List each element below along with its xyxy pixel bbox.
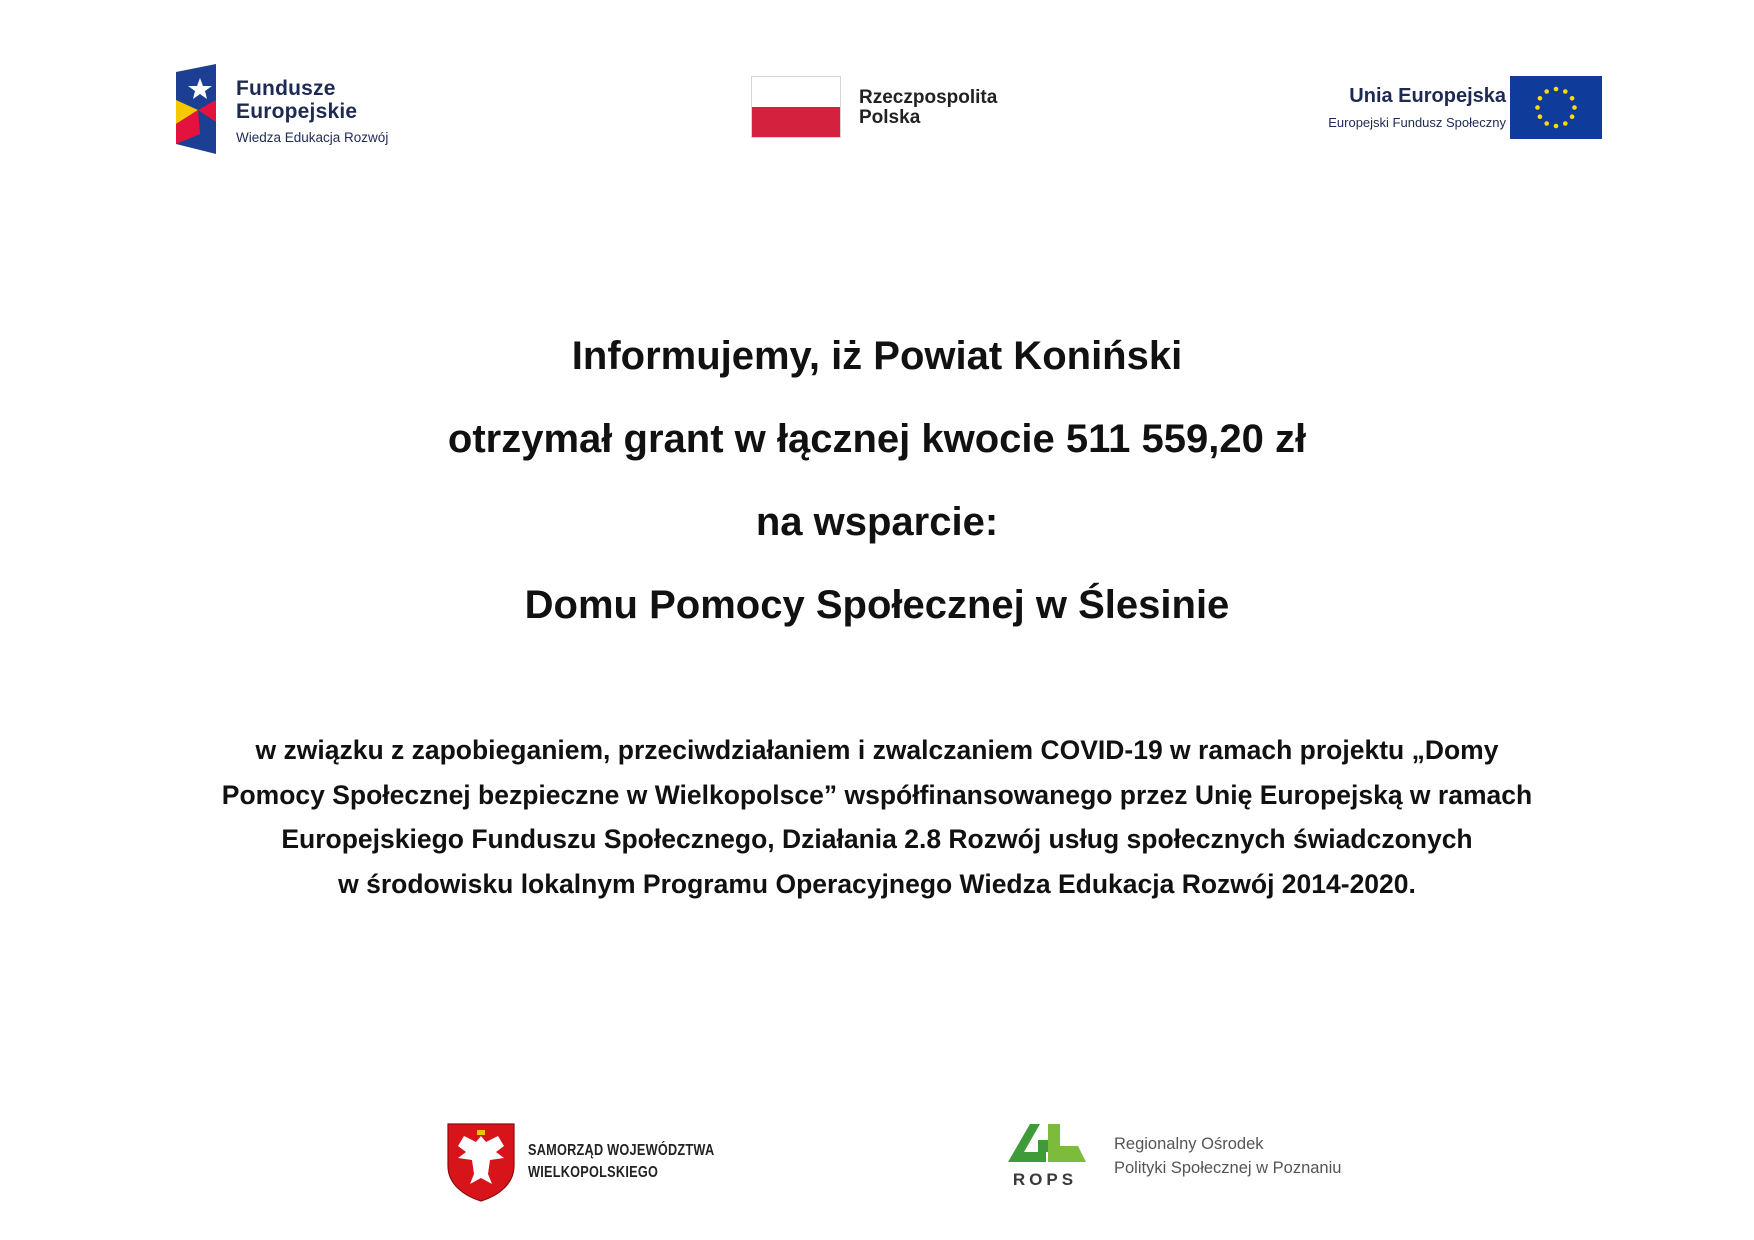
rzeczpospolita-logo-line1: Rzeczpospolita xyxy=(859,87,998,108)
body-line-3: Europejskiego Funduszu Społecznego, Działania 2.8 Rozwój usług społecznych świadczonych xyxy=(281,824,1473,854)
samorzad-logo-line2: WIELKOPOLSKIEGO xyxy=(528,1164,659,1181)
rops-logo-line2: Polityki Społecznej w Poznaniu xyxy=(1114,1159,1342,1177)
fundusze-europejskie-logo xyxy=(170,64,430,156)
headline-line-1: Informujemy, iż Powiat Koniński xyxy=(571,334,1183,378)
polish-flag-icon xyxy=(751,76,841,138)
announcement-headline xyxy=(0,328,1754,660)
headline-line-3: na wsparcie: xyxy=(755,500,999,544)
unia-logo-line2: Europejski Fundusz Społeczny xyxy=(1328,115,1506,130)
unia-europejska-logo xyxy=(1280,76,1610,142)
body-line-2: Pomocy Społecznej bezpieczne w Wielkopolsce” współfinansowanego przez Unię Europejską w ramach xyxy=(221,779,1533,810)
fundusze-logo-line3: Wiedza Edukacja Rozwój xyxy=(236,130,389,145)
unia-logo-line1: Unia Europejska xyxy=(1349,85,1506,107)
rops-mark: ROPS xyxy=(1012,1170,1078,1189)
eu-flag-icon xyxy=(1510,76,1602,139)
wielkopolska-coat-of-arms-icon xyxy=(446,1122,516,1202)
headline-line-2: otrzymał grant w łącznej kwocie 511 559,20 zł xyxy=(447,417,1307,461)
rops-logo-line1: Regionalny Ośrodek xyxy=(1114,1135,1264,1153)
body-line-4: w środowisku lokalnym Programu Operacyjnego Wiedza Edukacja Rozwój 2014-2020. xyxy=(338,868,1416,899)
rops-logo xyxy=(1004,1116,1364,1212)
fundusze-europejskie-emblem-icon xyxy=(170,64,226,154)
headline-line-4: Domu Pomocy Społecznej w Ślesinie xyxy=(524,583,1230,627)
fundusze-logo-line2: Europejskie xyxy=(236,100,358,123)
fundusze-logo-line1: Fundusze xyxy=(236,77,336,100)
rops-emblem-icon xyxy=(1004,1116,1090,1172)
rzeczpospolita-logo-line2: Polska xyxy=(859,106,921,128)
announcement-body xyxy=(140,728,1614,906)
samorzad-wojewodztwa-logo xyxy=(446,1122,746,1206)
body-line-1: w związku z zapobieganiem, przeciwdziałaniem i zwalczaniem COVID-19 w ramach projektu „Domy xyxy=(255,735,1499,765)
rzeczpospolita-polska-logo xyxy=(751,76,1051,142)
samorzad-logo-line1: SAMORZĄD WOJEWÓDZTWA xyxy=(528,1142,715,1159)
